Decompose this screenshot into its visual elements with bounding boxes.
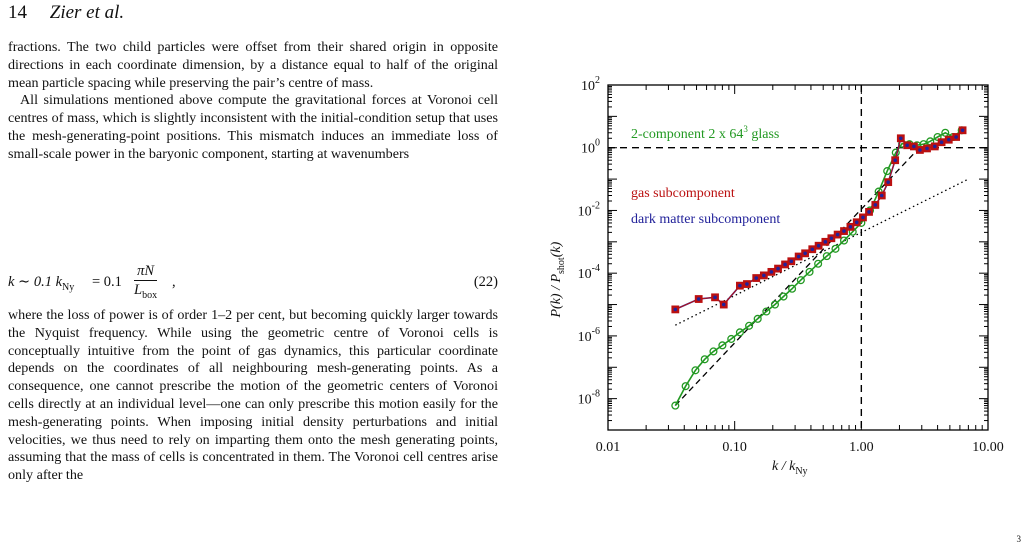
body-text-bottom xyxy=(8,307,498,485)
y-tick-label: $10^{-2}$ xyxy=(577,200,600,220)
x-tick-label: 0.01 xyxy=(595,440,621,455)
page-number: 14 xyxy=(8,2,27,23)
equation-numerator: πN xyxy=(134,263,157,281)
dark-matter-point xyxy=(912,145,916,149)
equation-22 xyxy=(8,263,498,303)
dark-matter-point xyxy=(836,233,840,237)
power-spectrum-chart xyxy=(540,70,1010,500)
dark-matter-point xyxy=(776,267,780,271)
dark-matter-point xyxy=(842,229,846,233)
dark-matter-point xyxy=(790,259,794,263)
dark-matter-point xyxy=(899,136,903,140)
y-tick-label: $10^2$ xyxy=(581,75,600,94)
dark-matter-point xyxy=(940,140,944,144)
paragraph-1: fractions. The two child particles were offset from their shared origin in opposite directions in each coordinate dimension, by a distance equal to half of the original mean particle spacing while preserving the pair’s centre of mass. xyxy=(8,39,498,91)
dark-matter-point xyxy=(849,225,853,229)
dark-matter-point xyxy=(745,282,749,286)
y-tick-label: $10^{-8}$ xyxy=(577,388,600,408)
dark-matter-point xyxy=(770,270,774,274)
paragraph-2: All simulations mentioned above compute the gravitational forces at Voronoi cell centres of mass, which is slightly inconsistent with the initial-condition setup that uses the mesh-generating-point positions. This mismatch induces an immediate loss of small-scale power in the baryonic component, starting at wavenumbers xyxy=(8,92,498,162)
y-axis-label: $P(k) / P_{shot}(k)$ xyxy=(549,241,567,318)
dark-matter-point xyxy=(918,148,922,152)
x-axis-label: k / $k_{Ny}$ xyxy=(772,459,808,477)
annotation-gas: gas subcomponent xyxy=(631,186,735,201)
dark-matter-point xyxy=(947,138,951,142)
y-tick-label: $10^0$ xyxy=(581,137,600,157)
dark-matter-point xyxy=(803,252,807,256)
dark-matter-point xyxy=(867,210,871,214)
dark-matter-point xyxy=(697,297,701,301)
dark-matter-point xyxy=(754,276,758,280)
x-tick-label: 0.10 xyxy=(722,440,747,455)
dark-matter-point xyxy=(762,274,766,278)
dark-matter-point xyxy=(722,303,726,307)
body-text-top xyxy=(8,39,498,164)
dark-matter-point xyxy=(961,128,965,132)
dark-matter-point xyxy=(861,216,865,220)
dark-matter-point xyxy=(880,194,884,198)
running-authors: Zier et al. xyxy=(49,2,125,23)
dark-matter-point xyxy=(738,284,742,288)
dark-matter-point xyxy=(905,143,909,147)
dark-matter-point xyxy=(874,203,878,207)
dark-matter-point xyxy=(886,180,890,184)
dark-matter-point xyxy=(925,147,929,151)
page-header xyxy=(8,2,124,24)
dark-matter-point xyxy=(783,263,787,267)
dark-matter-point xyxy=(855,220,859,224)
x-tick-label: 10.00 xyxy=(972,440,1004,455)
y-tick-label: $10^{-6}$ xyxy=(577,325,600,345)
dark-matter-point xyxy=(817,244,821,248)
dark-matter-point xyxy=(824,240,828,244)
dark-matter-point xyxy=(797,255,801,259)
corner-mark: 3 xyxy=(1016,534,1021,544)
equation-number: (22) xyxy=(473,274,498,290)
equation-fraction xyxy=(134,263,157,301)
dark-matter-point xyxy=(954,135,958,139)
series-line-glass xyxy=(675,130,961,405)
dark-matter-point xyxy=(810,247,814,251)
equation-equals: = 0.1 xyxy=(92,274,122,290)
dark-matter-point xyxy=(893,158,897,162)
dark-matter-point xyxy=(713,296,717,300)
dark-matter-point xyxy=(674,308,678,312)
equation-denominator: $L_{box}$ xyxy=(134,282,158,301)
equation-lhs: k ∼ 0.1 $k_{Ny}$ xyxy=(8,274,75,293)
equation-comma: , xyxy=(172,274,176,290)
guide-line-dotted xyxy=(675,179,968,325)
dark-matter-point xyxy=(933,145,937,149)
y-tick-label: $10^{-4}$ xyxy=(577,263,600,283)
dark-matter-point xyxy=(830,236,834,240)
annotation-dark-matter: dark matter subcomponent xyxy=(631,212,781,227)
paragraph-3: where the loss of power is of order 1–2 per cent, but becoming quickly larger towards the Nyquist frequency. While using the geometric centre of Voronoi cells is conceptually intuitive from the point of gas dynamics, this particular coordinate depends on the coordinates of all neighbouring mesh-generating points. As a consequence, one cannot prescribe the motion of the geometric centers of Voronoi cells directly at an individual level—one can only prescribe this motion easily for the mesh-generating points. When imposing initial density perturbations and initial velocities, we thus need to rely on imparting them onto the mesh generating points, assuming that the mass of cells is concentrated in them. The Voronoi cell centres arise only after the xyxy=(8,307,498,484)
x-tick-label: 1.00 xyxy=(849,440,874,455)
annotation-glass: 2-component 2 x $64^3$ glass xyxy=(631,124,780,142)
